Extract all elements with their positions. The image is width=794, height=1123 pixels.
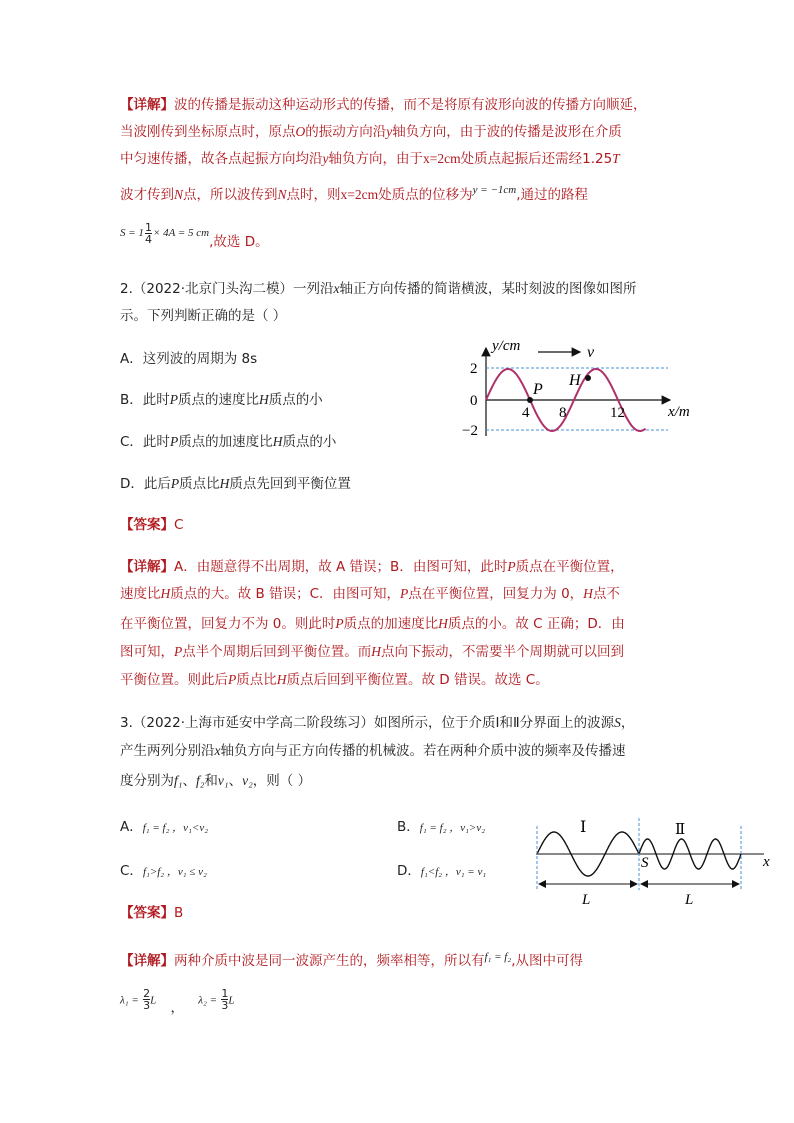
x-tick-8: 8 bbox=[559, 405, 567, 421]
text: 质点的小 bbox=[268, 392, 323, 408]
region-I-label: Ⅰ bbox=[580, 819, 587, 836]
option-label: A． bbox=[120, 819, 143, 835]
detail-tag: 【详解】 bbox=[120, 97, 174, 113]
option-label: B． bbox=[397, 819, 420, 835]
detail-tag: 【详解】 bbox=[120, 953, 174, 969]
q2-option-d bbox=[120, 475, 351, 493]
text: ,故选 D。 bbox=[209, 233, 269, 250]
text: B．此时 bbox=[120, 392, 170, 408]
y-axis-label bbox=[490, 338, 520, 354]
text: ,从图中可得 bbox=[511, 953, 583, 969]
text: 产生两列分别沿 bbox=[120, 743, 215, 759]
text: 质点比 bbox=[179, 476, 220, 492]
q3-stem-line3 bbox=[120, 772, 311, 790]
source-S-label: S bbox=[641, 855, 649, 871]
q3-answer bbox=[120, 904, 183, 922]
text: 轴正方向传播的简谐横波，某时刻波的图像如图所 bbox=[339, 281, 637, 297]
q2-option-a: A．这列波的周期为 8s bbox=[120, 351, 258, 367]
text: 点在平衡位置，回复力为 0， bbox=[408, 586, 584, 602]
var-v1: v₁ bbox=[217, 773, 229, 788]
text: 波的传播是振动这种运动形式的传播，而不是将原有波形向波的传播方向顺延， bbox=[174, 97, 647, 113]
text: ， bbox=[170, 999, 184, 1016]
q3-option-a bbox=[120, 818, 208, 837]
text: 质点先回到平衡位置 bbox=[229, 476, 351, 492]
q2-option-b bbox=[120, 391, 323, 409]
var-P: P bbox=[169, 434, 179, 449]
var-N: N bbox=[277, 187, 287, 202]
var-L: L bbox=[228, 994, 235, 1007]
q2-option-c bbox=[120, 433, 336, 451]
q3-wave-graph bbox=[532, 812, 782, 912]
equation: f₁ = f₂ bbox=[484, 951, 512, 963]
text: 点时，则 bbox=[286, 187, 341, 203]
q2-detail-line3 bbox=[120, 615, 625, 633]
velocity-label: v bbox=[587, 344, 595, 361]
fraction bbox=[143, 988, 150, 1011]
text: ， bbox=[620, 715, 635, 731]
var-y: y bbox=[386, 124, 393, 139]
q3-detail-line2 bbox=[120, 988, 234, 1018]
q2-detail-line1 bbox=[120, 558, 624, 576]
text: 的振动方向沿 bbox=[305, 124, 387, 140]
text: 质点后回到平衡位置。故 D 错误。故选 C。 bbox=[286, 672, 549, 688]
option-formula: f₁<f₂ ，v₁ = v₁ bbox=[420, 866, 487, 878]
text: D．此后 bbox=[120, 476, 171, 492]
numerator: 1 bbox=[221, 987, 229, 1000]
var-H: H bbox=[371, 644, 381, 659]
q2-wave-graph bbox=[458, 336, 708, 446]
answer-tag: 【答案】 bbox=[120, 905, 174, 921]
text: 度分别为 bbox=[120, 773, 174, 789]
x-axis-label: x bbox=[763, 854, 770, 870]
var-H: H bbox=[438, 616, 448, 631]
var-T: T bbox=[612, 151, 620, 166]
detail-tag: 【详解】 bbox=[120, 559, 174, 575]
q3-detail-line1 bbox=[120, 952, 583, 971]
var-P: P bbox=[400, 586, 409, 601]
var-S: S bbox=[614, 715, 621, 730]
option-label: C． bbox=[120, 863, 143, 879]
text: 图可知， bbox=[120, 644, 174, 660]
var-H: H bbox=[259, 392, 269, 407]
equation: λ₁ = bbox=[120, 994, 139, 1007]
option-formula: f₁ = f₂ ，v₁>v₂ bbox=[419, 822, 486, 834]
text: 质点的加速度比 bbox=[178, 434, 273, 450]
fraction bbox=[145, 222, 152, 245]
text: 处质点的位移为 bbox=[378, 187, 473, 203]
q3-option-c bbox=[120, 862, 207, 881]
text: 当波刚传到坐标原点时，原点 bbox=[120, 124, 296, 140]
var-x: x=2cm bbox=[423, 151, 461, 166]
text: A．由题意得不出周期，故 A 错误；B．由图可知，此时 bbox=[174, 559, 508, 575]
var-P: P bbox=[507, 559, 516, 574]
text: 点向下振动，不需要半个周期就可以回到 bbox=[381, 644, 624, 660]
option-formula: f₁ = f₂ ，v₁<v₂ bbox=[142, 822, 209, 834]
text: 质点比 bbox=[236, 672, 277, 688]
length-L1-label: L bbox=[582, 892, 591, 908]
var-x: x bbox=[214, 743, 221, 758]
var-H: H bbox=[219, 476, 230, 491]
x-tick-4: 4 bbox=[522, 405, 530, 421]
point-H-label: H bbox=[569, 372, 581, 389]
q3-option-d bbox=[397, 862, 486, 881]
text: 质点的大。故 B 错误；C．由图可知， bbox=[170, 586, 401, 602]
text: 轴负方向，由于波的传播是波形在介质 bbox=[392, 124, 622, 140]
equation: S = 1 bbox=[120, 226, 144, 239]
text: 中匀速传播，故各点起振方向均沿 bbox=[120, 151, 323, 167]
var-f2: f₂ bbox=[195, 773, 205, 788]
text: 点半个周期后回到平衡位置。而 bbox=[182, 644, 372, 660]
var-P: P bbox=[228, 672, 237, 687]
text: 在平衡位置，回复力不为 0。则此时 bbox=[120, 616, 336, 632]
point-P-label: P bbox=[533, 381, 543, 398]
answer-value: C bbox=[174, 517, 184, 533]
y-tick-neg2: −2 bbox=[462, 423, 478, 439]
var-y: y bbox=[322, 151, 329, 166]
text: 轴负方向与正方向传播的机械波。若在两种介质中波的频率及传播速 bbox=[220, 743, 626, 759]
var-H: H bbox=[583, 586, 593, 601]
length-L2-label: L bbox=[685, 892, 694, 908]
equation: λ₂ = bbox=[198, 994, 218, 1007]
var-P: P bbox=[335, 616, 344, 631]
y-tick-2: 2 bbox=[470, 361, 478, 377]
text: 质点的小。故 C 正确；D．由 bbox=[447, 616, 625, 632]
var-H: H bbox=[272, 434, 283, 449]
q1-detail-line1 bbox=[120, 96, 647, 114]
q3-option-b bbox=[397, 818, 485, 837]
text: 质点的小 bbox=[282, 434, 337, 450]
text: 点，所以波传到 bbox=[183, 187, 278, 203]
equation: y = −1cm bbox=[472, 184, 517, 196]
text: ,通过的路程 bbox=[516, 187, 588, 203]
var-f1: f₁ bbox=[174, 773, 183, 788]
text: 2.（2022·北京门头沟二模）一列沿 bbox=[120, 281, 334, 297]
text: 速度比 bbox=[120, 586, 161, 602]
region-II-label: Ⅱ bbox=[675, 822, 686, 838]
var-H: H bbox=[276, 672, 287, 687]
numerator: 1 bbox=[144, 221, 152, 234]
text: ，则（ ） bbox=[252, 773, 312, 789]
q2-detail-line5 bbox=[120, 671, 549, 689]
option-formula: f₁>f₂ ，v₁ ≤ v₂ bbox=[142, 866, 207, 878]
var-L: L bbox=[150, 994, 157, 1007]
text: 和 bbox=[204, 773, 218, 789]
text: 轴负方向，由于 bbox=[328, 151, 423, 167]
text: 质点在平衡位置， bbox=[515, 559, 624, 575]
num: 1.25 bbox=[582, 151, 613, 167]
text: y/cm bbox=[492, 338, 521, 354]
denominator: 3 bbox=[143, 999, 151, 1012]
q3-stem-line1 bbox=[120, 714, 634, 732]
q2-stem-line2: 示。下列判断正确的是（ ） bbox=[120, 308, 287, 324]
var-v2: v₂ bbox=[242, 773, 253, 788]
text: 、 bbox=[182, 773, 196, 789]
text: 点不 bbox=[592, 586, 620, 602]
text: 两种介质中波是同一波源产生的，频率相等，所以有 bbox=[174, 953, 485, 969]
point-H bbox=[585, 375, 591, 381]
x-tick-12: 12 bbox=[610, 405, 625, 421]
q1-detail-line3 bbox=[120, 150, 620, 168]
q1-detail-line2 bbox=[120, 123, 622, 141]
var-H: H bbox=[160, 586, 171, 601]
var-x: x bbox=[333, 281, 340, 296]
text: 平衡位置。则此后 bbox=[120, 672, 228, 688]
option-label: D． bbox=[397, 863, 421, 879]
answer-value: B bbox=[174, 905, 184, 921]
text: 质点的速度比 bbox=[178, 392, 260, 408]
y-tick-0: 0 bbox=[470, 393, 478, 409]
equation: × 4A = 5 cm bbox=[152, 226, 210, 239]
var-N: N bbox=[174, 187, 184, 202]
var-O: O bbox=[295, 124, 306, 139]
q1-detail-line5 bbox=[120, 222, 269, 252]
numerator: 2 bbox=[143, 987, 151, 1000]
var-x: x=2cm bbox=[340, 187, 379, 202]
var-P: P bbox=[170, 476, 180, 491]
q2-stem-line1 bbox=[120, 280, 637, 298]
text: 、 bbox=[228, 773, 243, 789]
var-P: P bbox=[169, 392, 179, 407]
text: 质点的加速度比 bbox=[343, 616, 439, 632]
x-axis-label: x/m bbox=[668, 404, 690, 420]
text: 3.（2022·上海市延安中学高二阶段练习）如图所示，位于介质Ⅰ和Ⅱ分界面上的波源 bbox=[120, 715, 615, 731]
text: 波才传到 bbox=[120, 187, 174, 203]
q1-detail-line4 bbox=[120, 186, 588, 205]
text: 处质点起振后还需经 bbox=[460, 151, 583, 167]
denominator: 3 bbox=[221, 999, 229, 1012]
q3-stem-line2 bbox=[120, 742, 626, 760]
q2-detail-line4 bbox=[120, 643, 624, 661]
q2-answer bbox=[120, 516, 183, 534]
denominator: 4 bbox=[144, 233, 152, 246]
text: C．此时 bbox=[120, 434, 170, 450]
var-P: P bbox=[174, 644, 183, 659]
answer-tag: 【答案】 bbox=[120, 517, 174, 533]
q2-detail-line2 bbox=[120, 585, 620, 603]
